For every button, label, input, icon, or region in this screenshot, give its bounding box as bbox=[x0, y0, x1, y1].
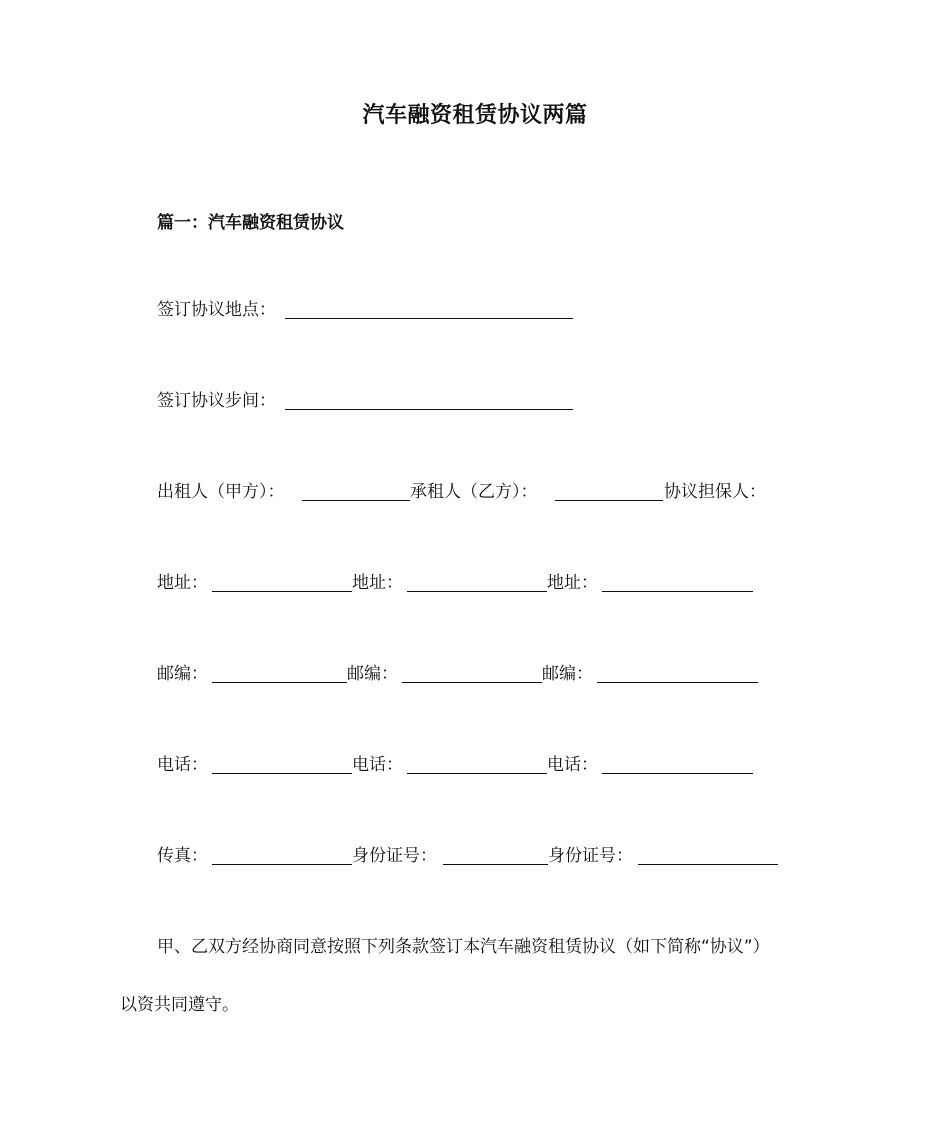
guarantor-id-blank bbox=[638, 864, 778, 865]
guarantor-phone-label: 电话： bbox=[547, 755, 598, 775]
lessor-address-label: 地址： bbox=[157, 573, 208, 593]
lessee-address-blank bbox=[407, 591, 547, 592]
fax-label: 传真： bbox=[157, 846, 208, 866]
sign-place-row bbox=[157, 298, 587, 322]
guarantor-phone-blank bbox=[602, 773, 753, 774]
lessee-postcode-label: 邮编： bbox=[347, 664, 398, 684]
guarantor-address-blank bbox=[602, 591, 753, 592]
guarantor-address-label: 地址： bbox=[547, 573, 598, 593]
lessor-phone-label: 电话： bbox=[157, 755, 208, 775]
sign-place-label: 签订协议地点： bbox=[157, 300, 276, 320]
lessee-postcode-blank bbox=[402, 682, 542, 683]
lessor-label: 出租人（甲方）： bbox=[157, 482, 285, 502]
fax-id-row bbox=[157, 844, 797, 868]
lessor-postcode-blank bbox=[212, 682, 347, 683]
lessor-address-blank bbox=[212, 591, 352, 592]
lessee-phone-blank bbox=[407, 773, 547, 774]
parties-row bbox=[157, 480, 797, 504]
address-row bbox=[157, 571, 777, 595]
guarantor-postcode-label: 邮编： bbox=[542, 664, 593, 684]
guarantor-postcode-blank bbox=[597, 682, 758, 683]
lessor-phone-blank bbox=[212, 773, 352, 774]
fax-blank bbox=[212, 864, 352, 865]
sign-time-label: 签订协议步间： bbox=[157, 391, 276, 411]
agreement-paragraph-line2: 以资共同遵守。 bbox=[120, 995, 239, 1015]
postcode-row bbox=[157, 662, 777, 686]
phone-row bbox=[157, 753, 777, 777]
lessor-blank bbox=[302, 500, 410, 501]
sign-place-blank bbox=[285, 318, 573, 319]
guarantor-label: 协议担保人： bbox=[664, 482, 766, 502]
sign-time-blank bbox=[285, 409, 573, 410]
lessee-phone-label: 电话： bbox=[352, 755, 403, 775]
document-title: 汽车融资租赁协议两篇 bbox=[362, 103, 588, 128]
lessor-postcode-label: 邮编： bbox=[157, 664, 208, 684]
lessee-id-blank bbox=[443, 864, 548, 865]
lessee-label: 承租人（乙方）： bbox=[410, 482, 538, 502]
lessee-id-label: 身份证号： bbox=[352, 846, 437, 866]
guarantor-id-label: 身份证号： bbox=[548, 846, 633, 866]
section-heading: 篇一：汽车融资租赁协议 bbox=[157, 213, 344, 233]
sign-time-row bbox=[157, 389, 587, 413]
lessee-address-label: 地址： bbox=[352, 573, 403, 593]
lessee-blank bbox=[555, 500, 663, 501]
agreement-paragraph-line1: 甲、乙双方经协商同意按照下列条款签订本汽车融资租赁协议（如下简称“协议”） bbox=[157, 937, 770, 957]
